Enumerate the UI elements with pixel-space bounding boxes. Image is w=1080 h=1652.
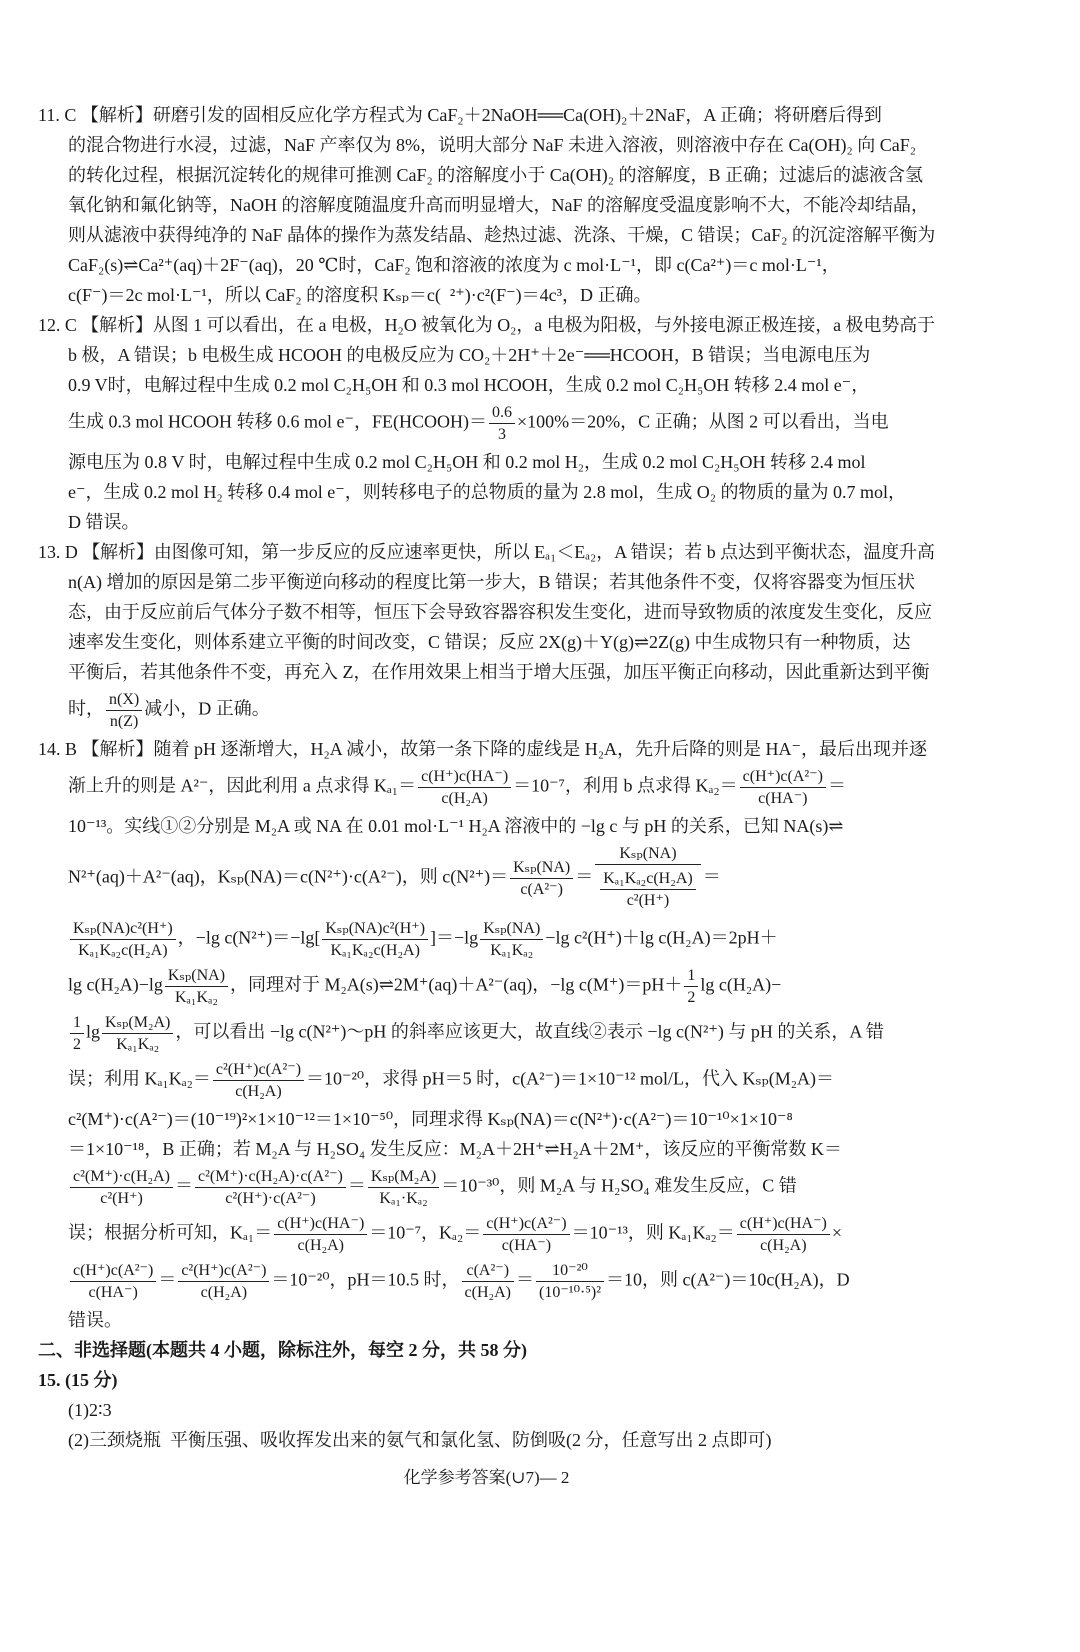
fraction-numerator [368,1167,439,1188]
text-line [68,841,935,916]
line-content [68,507,140,537]
text-run: c²(M⁺)·c(H₂A)·c(A²⁻) [198,1168,343,1185]
fraction-denominator [483,1235,569,1255]
fraction-numerator [462,1261,514,1282]
text-run: (10⁻¹⁰·⁵)² [539,1284,602,1301]
fraction [368,1167,439,1208]
fraction [418,767,511,808]
text-line [68,1010,935,1057]
text-run: c(A²⁻) [466,1262,510,1279]
text-run: c(A²⁻) [520,881,563,898]
text-run: n(X) [109,691,140,708]
question-15-answer-1-text: (1)2∶3 [68,1400,112,1420]
line-content [68,597,932,627]
line-content [68,841,721,916]
fraction [70,1013,84,1054]
text-run: × [831,1222,842,1243]
text-run: c²(H⁺)c(A²⁻) [181,1262,267,1279]
question-15-answer-2-text: (2)三颈烧瓶 平衡压强、吸收挥发出来的氨气和氯化氢、防倒吸(2 分，任意写出 2 点即可) [68,1430,772,1450]
line-content [68,1104,793,1134]
text-run: 12. C 【解析】从图 1 可以看出，在 a 电极，H₂O 被氧化为 O₂，a 电极为阳极，与外接电源正极连接，a 极电势高于 [38,315,936,335]
fraction-numerator [70,1261,156,1282]
fraction [684,966,698,1007]
text-run: D 错误。 [68,512,140,532]
page-footer [38,1463,935,1493]
section-heading [38,1335,935,1365]
question-15-header [38,1365,935,1395]
text-line [68,190,935,220]
fraction-numerator [536,1261,604,1282]
text-run: ，−lg c(N²⁺)＝−lg[ [177,927,321,948]
fraction-numerator [600,869,695,890]
text-run: c(HA⁻) [88,1284,138,1301]
fraction-numerator [106,690,142,711]
text-run: Kₛₚ(NA) [167,967,226,984]
fraction-numerator [322,919,428,940]
text-run: ，可以看出 −lg c(N²⁺)～pH 的斜率应该更大，故直线②表示 −lg c(N²⁺) 与 pH 的关系，A 错 [175,1021,884,1042]
fraction-numerator [195,1167,346,1188]
text-run: c(H⁺)c(A²⁻) [73,1262,154,1279]
fraction-denominator [178,1282,269,1302]
fraction-denominator [274,1235,367,1255]
text-run: 3 [498,426,506,443]
text-run: n(A) 增加的原因是第二步平衡逆向移动的程度比第一步大，B 错误；若其他条件不变，仅将容器变为恒压状 [68,572,915,592]
text-run: ＝ [516,1269,534,1290]
text-line [68,447,935,477]
text-run: Kₐ₁Kₐ₂ [174,989,218,1006]
fraction-numerator [483,1214,569,1235]
fraction [178,1261,269,1302]
question-12-explanation [38,310,935,537]
text-run: 0.9 V时，电解过程中生成 0.2 mol C₂H₅OH 和 0.3 mol HCOOH，生成 0.2 mol C₂H₅OH 转移 2.4 mol e⁻， [68,375,870,395]
text-line [68,963,935,1010]
line-content [68,190,929,220]
fraction-denominator [213,1081,304,1101]
text-run: e⁻，生成 0.2 mol H₂ 转移 0.4 mol e⁻，则转移电子的总物质的量为 2.8 mol，生成 O₂ 的物质的量为 0.7 mol， [68,482,907,502]
line-content [68,280,652,310]
line-content [68,370,869,400]
text-run: c²(M⁺)·c(H₂A) [73,1168,170,1185]
fraction-numerator [102,1013,173,1034]
text-line [38,310,935,340]
text-line [68,220,935,250]
fraction-numerator [213,1060,304,1081]
fraction-numerator [274,1214,367,1235]
text-run: ＝10⁻¹³，则 Kₐ₁Kₐ₂＝ [571,1222,735,1243]
text-run: c(H₂A) [464,1284,511,1301]
text-run: c(H₂A) [760,1237,807,1254]
text-run: c²(M⁺)·c(A²⁻)＝(10⁻¹⁹)²×1×10⁻¹²＝1×10⁻⁵⁰，同理求得 Kₛₚ(NA)＝c(N²⁺)·c(A²⁻)＝10⁻¹⁰×1×10⁻⁸ [68,1109,793,1129]
text-run: 氧化钠和氟化钠等，NaOH 的溶解度随温度升高而明显增大，NaF 的溶解度受温度影响不大，不能冷却结晶， [68,195,929,215]
text-run: 14. B 【解析】随着 pH 逐渐增大，H₂A 减小，故第一条下降的虚线是 H₂A，先升后降的则是 HA⁻，最后出现并逐 [38,739,928,759]
fraction [740,767,826,808]
fraction-numerator [165,966,228,987]
text-run: c²(H⁺) [100,1190,143,1207]
text-run: ＝10⁻³⁰，则 M₂A 与 H₂SO₄ 难发生反应，C 错 [441,1175,797,1196]
text-run: c(H₂A) [200,1284,248,1301]
fraction-denominator [510,879,573,899]
text-run: 的混合物进行水浸，过滤，NaF 产率仅为 8%，说明大部分 NaF 未进入溶液，则溶液中存在 Ca(OH)₂ 向 CaF₂ [68,135,917,155]
fraction-denominator [165,987,228,1007]
line-content [68,1211,842,1258]
fraction-denominator [684,987,698,1007]
text-run: Kₐ₁Kₐ₂c(H₂A) [603,870,693,887]
line-content [68,1057,834,1104]
line-content [68,963,781,1010]
fraction-denominator [70,1188,173,1208]
text-run: Kₛₚ(NA) [619,845,677,862]
line-content [68,250,840,280]
text-line [68,280,935,310]
text-run: c²(H⁺) [626,892,670,909]
text-line [68,1305,935,1335]
text-run: Kₐ₁·Kₐ₂ [379,1190,428,1207]
fraction-denominator [102,1034,173,1054]
fraction-numerator [684,966,698,987]
line-content [68,627,911,657]
text-run: 源电压为 0.8 V 时，电解过程中生成 0.2 mol C₂H₅OH 和 0.2 mol H₂，生成 0.2 mol C₂H₅OH 转移 2.4 mol [68,452,866,472]
text-run: b 极，A 错误；b 电极生成 HCOOH 的电极反应为 CO₂＋2H⁺＋2e⁻══HCOOH，B 错误；当电源电压为 [68,345,871,365]
text-run: 1 [687,967,696,984]
text-run: c(F⁻)＝2c mol·L⁻¹，所以 CaF₂ 的溶度积 Kₛₚ＝c( ²⁺)·c²(F⁻)＝4c³，D 正确。 [68,285,652,305]
question-15-answer-2 [68,1425,935,1455]
text-run: 2 [687,989,696,1006]
fraction-numerator [70,919,176,940]
text-run: c(H⁺)c(HA⁻) [739,1215,827,1232]
page-footer-label: 化学参考答案(∪7)— 2 [403,1468,570,1487]
line-content [38,537,935,567]
line-content [68,1258,850,1305]
fraction [462,1261,514,1302]
fraction [106,690,142,731]
text-run: 1 [73,1014,81,1031]
fraction-denominator [106,711,142,731]
text-run: c(H⁺)c(HA⁻) [421,768,509,785]
fraction-numerator [418,767,511,788]
text-run: 减小，D 正确。 [144,698,270,719]
text-run: 态，由于反应前后气体分子数不相等，恒压下会导致容器容积发生变化，进而导致物质的浓度发生变化，反应 [68,602,932,622]
text-run: −lg c²(H⁺)＋lg c(H₂A)＝2pH＋ [545,927,778,948]
text-run: lg c(H₂A)−lg [68,974,163,995]
text-run: ＝ [575,866,594,887]
text-run: 10⁻²⁰ [552,1262,588,1279]
line-content [68,687,270,734]
line-content [68,340,870,370]
text-line [68,1104,935,1134]
text-run: 时， [68,698,104,719]
fraction [322,919,428,960]
text-run: c(HA⁻) [501,1237,552,1254]
text-run: CaF₂(s)⇌Ca²⁺(aq)＋2F⁻(aq)，20 ℃时，CaF₂ 饱和溶液的浓度为 c mol·L⁻¹，即 c(Ca²⁺)＝c mol·L⁻¹， [68,255,840,275]
text-line [68,400,935,447]
text-run: 13. D 【解析】由图像可知，第一步反应的反应速率更快，所以 Eₐ₁＜Eₐ₂，A 错误；若 b 点达到平衡状态，温度升高 [38,542,935,562]
fraction-denominator [737,1235,830,1255]
fraction [600,869,695,910]
text-line [68,687,935,734]
line-content [68,400,889,447]
fraction-numerator [480,919,543,940]
text-run: ＝1×10⁻¹⁸，B 正确；若 M₂A 与 H₂SO₄ 发生反应：M₂A＋2H⁺⇌H₂A＋2M⁺，该反应的平衡常数 K＝ [68,1139,842,1159]
text-run: 平衡后，若其他条件不变，再充入 Z，在作用效果上相当于增大压强，加压平衡正向移动，因此重新达到平衡 [68,662,930,682]
text-line [68,1258,935,1305]
text-line [68,627,935,657]
text-run: Kₐ₁Kₐ₂ [116,1036,160,1053]
text-run: 的转化过程，根据沉淀转化的规律可推测 CaF₂ 的溶解度小于 Ca(OH)₂ 的溶解度，B 正确；过滤后的滤液含氢 [68,165,924,185]
text-line [68,1211,935,1258]
question-15-answer-1 [68,1395,935,1425]
fraction-denominator [740,788,826,808]
text-run: Kₛₚ(NA)c²(H⁺) [325,920,426,937]
fraction [70,919,176,960]
line-content [68,130,916,160]
text-run: c²(H⁺)·c(A²⁻) [225,1190,316,1207]
text-line [38,734,935,764]
text-run: ＝10⁻⁷，Kₐ₂＝ [369,1222,482,1243]
line-content [68,1164,797,1211]
fraction-denominator [70,1034,84,1054]
line-content [68,220,935,250]
text-line [68,567,935,597]
text-run: 0.6 [492,404,512,421]
text-run: Kₛₚ(M₂A) [105,1014,171,1031]
text-line [68,160,935,190]
text-run: 10⁻¹³。实线①②分别是 M₂A 或 NA 在 0.01 mol·L⁻¹ H₂A 溶液中的 −lg c 与 pH 的关系，已知 NA(s)⇌ [68,816,844,836]
fraction-numerator [70,1167,173,1188]
text-line [68,764,935,811]
line-content [68,764,846,811]
fraction [195,1167,346,1208]
fraction-denominator [489,424,515,444]
fraction-numerator [489,403,515,424]
fraction [70,1261,156,1302]
question-15-header-text: 15. (15 分) [38,1370,118,1390]
text-run: Kₛₚ(NA) [513,859,571,876]
answer-content [38,100,935,1493]
fraction [595,844,700,913]
text-run: N²⁺(aq)＋A²⁻(aq)，Kₛₚ(NA)＝c(N²⁺)·c(A²⁻)，则 c(N²⁺)＝ [68,866,509,887]
text-line [68,370,935,400]
text-run: n(Z) [109,713,139,730]
text-run: c(H⁺)c(A²⁻) [742,768,823,785]
text-line [68,597,935,627]
fraction-denominator [195,1188,346,1208]
text-run: ，同理对于 M₂A(s)⇌2M⁺(aq)＋A²⁻(aq)，−lg c(M⁺)＝pH＋ [230,974,683,995]
fraction [165,966,228,1007]
fraction-denominator [70,1282,156,1302]
fraction-denominator [536,1282,604,1302]
fraction [489,403,515,444]
text-run: ＝10⁻⁷，利用 b 点求得 Kₐ₂＝ [513,775,738,796]
fraction-denominator [600,890,695,910]
fraction [213,1060,304,1101]
text-run: Kₛₚ(M₂A) [370,1168,437,1185]
section-heading-text: 二、非选择题(本题共 4 小题，除标注外，每空 2 分，共 58 分) [38,1340,527,1360]
fraction-numerator [737,1214,830,1235]
text-run: ＝ [702,866,721,887]
text-run: lg c(H₂A)− [700,974,782,995]
fraction-denominator [480,940,543,960]
fraction [483,1214,569,1255]
fraction-denominator [368,1188,439,1208]
text-run: 误；利用 Kₐ₁Kₐ₂＝ [68,1068,211,1089]
text-run: Kₛₚ(NA)c²(H⁺) [73,920,173,937]
text-run: ＝ [347,1175,366,1196]
text-run: c(H₂A) [297,1237,344,1254]
text-run: ＝ [158,1269,177,1290]
text-line [68,340,935,370]
question-13-explanation [38,537,935,734]
text-run: ＝10，则 c(A²⁻)＝10c(H₂A)，D [606,1269,850,1290]
text-run: 速率发生变化，则体系建立平衡的时间改变，C 错误；反应 2X(g)＋Y(g)⇌2Z(g) 中生成物只有一种物质，达 [68,632,911,652]
text-run: Kₛₚ(NA) [483,920,541,937]
line-content [68,1010,884,1057]
fraction-numerator [510,858,573,879]
fraction [480,919,543,960]
question-14-explanation [38,734,935,1335]
text-run: c²(H⁺)c(A²⁻) [215,1061,302,1078]
fraction [70,1167,173,1208]
line-content [68,1134,842,1164]
fraction-denominator [462,1282,514,1302]
line-content [68,916,778,963]
text-run: 2 [73,1036,81,1053]
text-line [68,657,935,687]
text-line [68,1164,935,1211]
text-line [38,100,935,130]
question-11-explanation [38,100,935,310]
text-run: c(H₂A) [235,1083,282,1100]
text-run: c(H₂A) [441,790,488,807]
text-run: ×100%＝20%，C 正确；从图 2 可以看出，当电 [517,411,889,432]
text-run: ＝ [827,775,846,796]
fraction-numerator [595,844,700,865]
text-line [68,130,935,160]
line-content [68,657,930,687]
text-run: c(H⁺)c(A²⁻) [486,1215,567,1232]
fraction-numerator [70,1013,84,1034]
fraction-numerator [740,767,826,788]
line-content [68,477,906,507]
text-run: 11. C 【解析】研磨引发的固相反应化学方程式为 CaF₂＋2NaOH══Ca(OH)₂＋2NaF，A 正确；将研磨后得到 [38,105,882,125]
line-content [68,811,843,841]
fraction [102,1013,173,1054]
fraction [510,858,573,899]
text-run: ＝ [175,1175,193,1196]
text-run: Kₐ₁Kₐ₂c(H₂A) [78,942,168,959]
fraction [274,1214,367,1255]
text-line [68,477,935,507]
fraction-numerator [178,1261,269,1282]
line-content [68,567,915,597]
text-run: ＝10⁻²⁰，求得 pH＝5 时，c(A²⁻)＝1×10⁻¹² mol/L，代入 Kₛₚ(M₂A)＝ [306,1068,834,1089]
text-line [68,1057,935,1104]
text-run: 渐上升的则是 A²⁻，因此利用 a 点求得 Kₐ₁＝ [68,775,417,796]
fraction [536,1261,604,1302]
text-line [68,916,935,963]
text-run: c(HA⁻) [758,790,808,807]
text-run: ＝10⁻²⁰，pH＝10.5 时， [271,1269,460,1290]
text-run: Kₐ₁Kₐ₂ [490,942,534,959]
fraction-denominator [322,940,428,960]
text-run: 生成 0.3 mol HCOOH 转移 0.6 mol e⁻，FE(HCOOH)＝ [68,411,487,432]
fraction-denominator [595,865,700,913]
text-run: 则从滤液中获得纯净的 NaF 晶体的操作为蒸发结晶、趁热过滤、洗涤、干燥，C 错误；CaF₂ 的沉淀溶解平衡为 [68,225,936,245]
line-content [68,160,923,190]
text-line [68,1134,935,1164]
text-line [68,250,935,280]
line-content [38,100,882,130]
text-run: ]＝−lg [430,927,479,948]
text-run: 误；根据分析可知，Kₐ₁＝ [68,1222,273,1243]
line-content [68,1305,122,1335]
fraction-denominator [418,788,511,808]
text-run: Kₐ₁Kₐ₂c(H₂A) [330,942,420,959]
text-run: 错误。 [68,1310,122,1330]
line-content [38,310,935,340]
text-run: lg [86,1021,101,1042]
text-line [68,811,935,841]
fraction-denominator [70,940,176,960]
text-line [38,537,935,567]
fraction [737,1214,830,1255]
text-line [68,507,935,537]
text-run: c(H⁺)c(HA⁻) [277,1215,365,1232]
line-content [38,734,927,764]
line-content [68,447,866,477]
